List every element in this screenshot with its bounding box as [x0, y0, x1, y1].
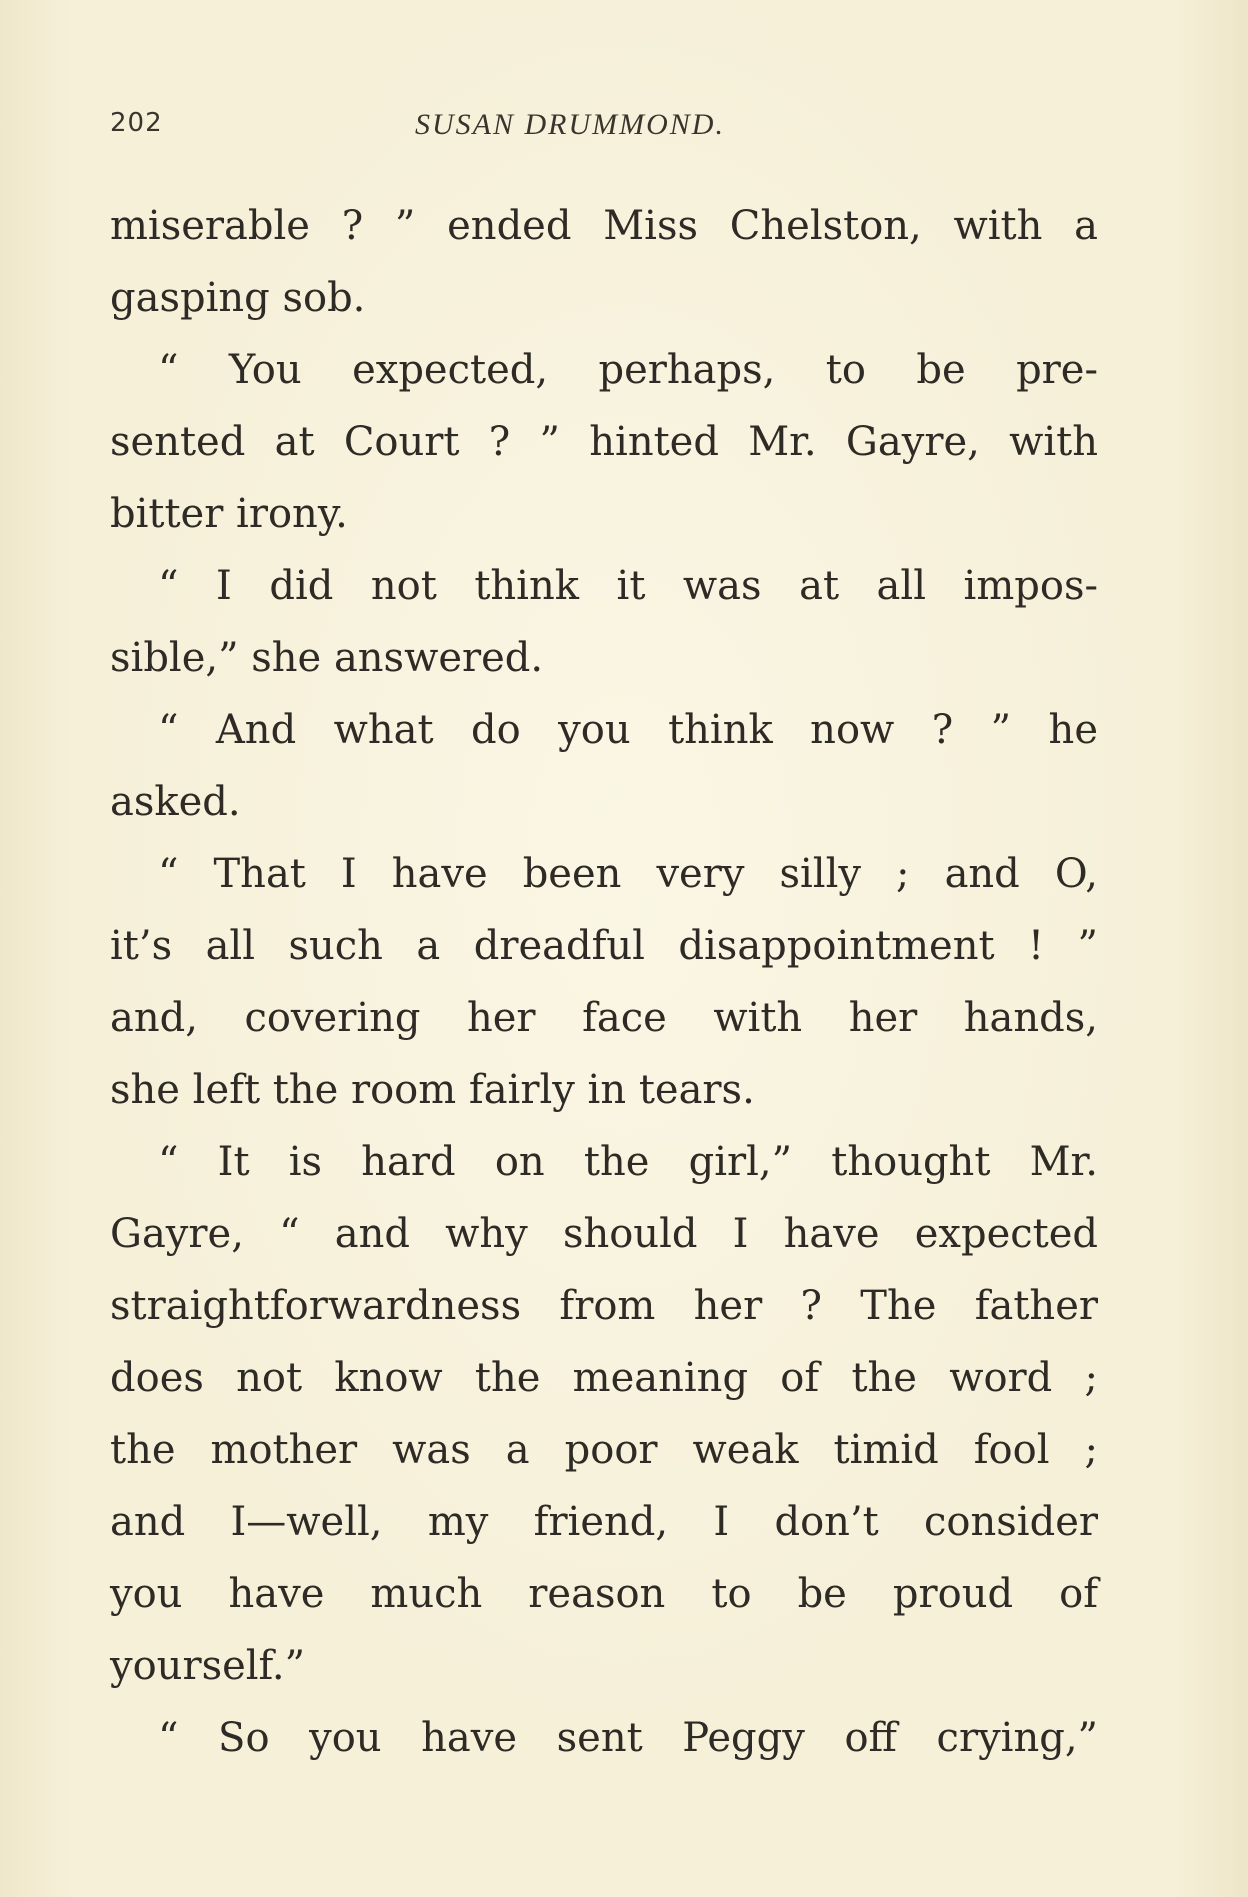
- text-line: yourself.”: [110, 1643, 306, 1689]
- text-line: “ You expected, perhaps, to be pre-: [158, 347, 1098, 393]
- text-line: gasping sob.: [110, 275, 366, 321]
- text-line: “ It is hard on the girl,” thought Mr.: [158, 1139, 1098, 1185]
- text-line: straightforwardness from her ? The father: [110, 1283, 1098, 1329]
- text-line: and I—well, my friend, I don’t consider: [110, 1499, 1098, 1545]
- text-line: miserable ? ” ended Miss Chelston, with a: [110, 203, 1098, 249]
- text-line: it’s all such a dreadful disappointment ! ”: [110, 923, 1098, 969]
- text-line: “ So you have sent Peggy off crying,”: [158, 1715, 1098, 1761]
- text-line: sible,” she answered.: [110, 635, 544, 681]
- text-line: you have much reason to be proud of: [110, 1571, 1098, 1617]
- text-line: does not know the meaning of the word ;: [110, 1355, 1098, 1401]
- text-line: Gayre, “ and why should I have expected: [110, 1211, 1098, 1257]
- text-line: “ That I have been very silly ; and O,: [158, 851, 1098, 897]
- text-line: she left the room fairly in tears.: [110, 1067, 755, 1113]
- page-number: 202: [110, 108, 163, 138]
- text-line: “ And what do you think now ? ” he: [158, 707, 1098, 753]
- text-line: bitter irony.: [110, 491, 348, 537]
- body-text: [110, 190, 1098, 1774]
- running-head: [110, 108, 1100, 148]
- text-line: sented at Court ? ” hinted Mr. Gayre, with: [110, 419, 1098, 465]
- running-title: SUSAN DRUMMOND.: [415, 108, 725, 141]
- text-line: the mother was a poor weak timid fool ;: [110, 1427, 1098, 1473]
- text-line: asked.: [110, 779, 241, 825]
- text-line: “ I did not think it was at all impos-: [158, 563, 1098, 609]
- text-line: and, covering her face with her hands,: [110, 995, 1098, 1041]
